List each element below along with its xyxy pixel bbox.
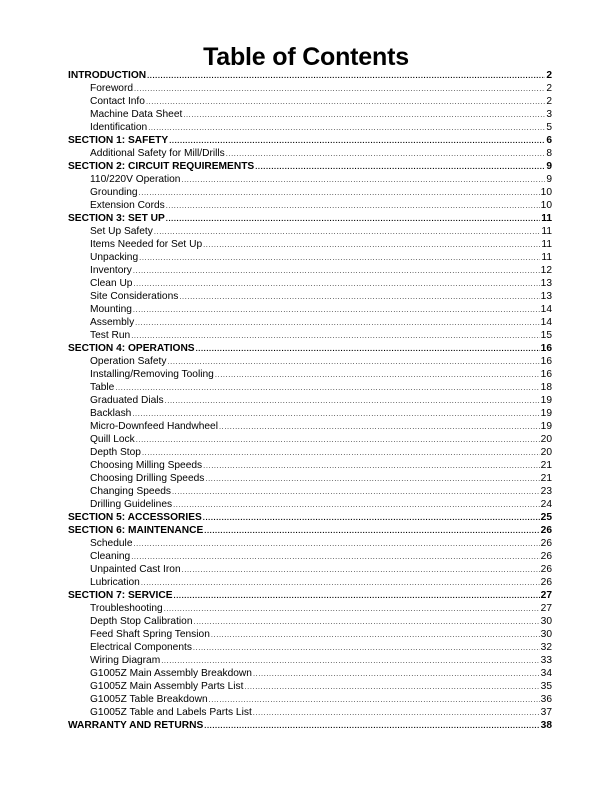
toc-section-entry[interactable] — [68, 342, 552, 355]
toc-subsection-entry[interactable] — [68, 485, 552, 498]
toc-entry-title: Wiring Diagram — [90, 655, 161, 666]
toc-subsection-entry[interactable] — [68, 316, 552, 329]
toc-entry-title: Changing Speeds — [90, 486, 171, 497]
toc-page-number: 11 — [541, 239, 552, 250]
dot-leader — [141, 576, 540, 589]
toc-subsection-entry[interactable] — [68, 238, 552, 251]
toc-page-number: 10 — [540, 187, 552, 198]
toc-entry-title: Clean Up — [90, 278, 133, 289]
toc-page-number: 2 — [546, 83, 552, 94]
toc-subsection-entry[interactable] — [68, 121, 552, 134]
toc-entry-title: INTRODUCTION — [68, 70, 147, 81]
toc-page-number: 11 — [541, 252, 552, 263]
toc-subsection-entry[interactable] — [68, 186, 552, 199]
dot-leader — [133, 264, 540, 277]
toc-entry-title: Lubrication — [90, 577, 140, 588]
toc-entry-title: Drilling Guidelines — [90, 499, 173, 510]
toc-entry-title: Backlash — [90, 408, 132, 419]
page-title: Table of Contents — [203, 43, 409, 71]
toc-section-entry[interactable] — [68, 160, 552, 173]
toc-page-number: 25 — [540, 512, 552, 523]
toc-entry-title: Choosing Milling Speeds — [90, 460, 203, 471]
toc-entry-title: G1005Z Table Breakdown — [90, 694, 208, 705]
toc-page-number: 34 — [540, 668, 552, 679]
toc-subsection-entry[interactable] — [68, 550, 552, 563]
dot-leader — [194, 615, 540, 628]
toc-subsection-entry[interactable] — [68, 368, 552, 381]
toc-page-number: 9 — [546, 161, 552, 172]
toc-page-number: 16 — [540, 356, 552, 367]
toc-subsection-entry[interactable] — [68, 199, 552, 212]
toc-page-number: 19 — [540, 421, 552, 432]
dot-leader — [205, 472, 539, 485]
toc-entry-title: Depth Stop — [90, 447, 141, 458]
dot-leader — [244, 680, 539, 693]
toc-entry-title: Set Up Safety — [90, 226, 153, 237]
toc-page-number: 12 — [540, 265, 552, 276]
toc-entry-title: Unpacking — [90, 252, 139, 263]
toc-subsection-entry[interactable] — [68, 95, 552, 108]
toc-page-number: 14 — [540, 304, 552, 315]
toc-subsection-entry[interactable] — [68, 654, 552, 667]
dot-leader — [196, 342, 540, 355]
toc-entry-title: Machine Data Sheet — [90, 109, 183, 120]
toc-entry-title: Grounding — [90, 187, 138, 198]
dot-leader — [154, 225, 541, 238]
toc-entry-title: Contact Info — [90, 96, 145, 107]
toc-page-number: 14 — [540, 317, 552, 328]
toc-page-number: 13 — [540, 278, 552, 289]
dot-leader — [166, 212, 540, 225]
dot-leader — [134, 82, 545, 95]
dot-leader — [172, 485, 540, 498]
toc-page-number: 24 — [540, 499, 552, 510]
dot-leader — [181, 173, 545, 186]
toc-subsection-entry[interactable] — [68, 147, 552, 160]
toc-section-entry[interactable] — [68, 134, 552, 147]
dot-leader — [182, 563, 540, 576]
toc-entry-title: Extension Cords — [90, 200, 165, 211]
toc-page-number: 38 — [540, 720, 552, 731]
toc-subsection-entry[interactable] — [68, 394, 552, 407]
toc-subsection-entry[interactable] — [68, 563, 552, 576]
toc-subsection-entry[interactable] — [68, 277, 552, 290]
toc-page-number: 5 — [546, 122, 552, 133]
toc-section-entry[interactable] — [68, 212, 552, 225]
toc-entry-title: Quill Lock — [90, 434, 135, 445]
toc-subsection-entry[interactable] — [68, 615, 552, 628]
dot-leader — [133, 277, 539, 290]
dot-leader — [164, 602, 540, 615]
dot-leader — [136, 433, 540, 446]
toc-page-number: 23 — [540, 486, 552, 497]
dot-leader — [173, 498, 540, 511]
toc-entry-title: Electrical Components — [90, 642, 192, 653]
toc-entry-title: Foreword — [90, 83, 134, 94]
toc-subsection-entry[interactable] — [68, 446, 552, 459]
toc-section-entry[interactable] — [68, 524, 552, 537]
toc-subsection-entry[interactable] — [68, 472, 552, 485]
toc-page-number: 32 — [540, 642, 552, 653]
toc-entry-title: Cleaning — [90, 551, 131, 562]
toc-entry-title: G1005Z Table and Labels Parts List — [90, 707, 252, 718]
toc-page-number: 21 — [540, 460, 552, 471]
dot-leader — [135, 316, 539, 329]
toc-entry-title: Identification — [90, 122, 148, 133]
dot-leader — [209, 693, 540, 706]
toc-page-number: 2 — [546, 96, 552, 107]
toc-subsection-entry[interactable] — [68, 641, 552, 654]
toc-subsection-entry[interactable] — [68, 381, 552, 394]
toc-page-number: 8 — [546, 148, 552, 159]
dot-leader — [169, 134, 545, 147]
toc-entry-title: SECTION 2: CIRCUIT REQUIREMENTS — [68, 161, 255, 172]
toc-subsection-entry[interactable] — [68, 264, 552, 277]
dot-leader — [204, 524, 539, 537]
toc-page-number: 26 — [540, 564, 552, 575]
toc-section-entry[interactable] — [68, 719, 552, 732]
toc-subsection-entry[interactable] — [68, 459, 552, 472]
toc-page-number: 16 — [540, 343, 552, 354]
dot-leader — [219, 420, 540, 433]
dot-leader — [146, 95, 545, 108]
toc-page-number: 18 — [540, 382, 552, 393]
toc-entry-title: Depth Stop Calibration — [90, 616, 193, 627]
toc-subsection-entry[interactable] — [68, 251, 552, 264]
dot-leader — [203, 511, 540, 524]
dot-leader — [179, 290, 539, 303]
toc-page-number: 33 — [540, 655, 552, 666]
toc-entry-title: Assembly — [90, 317, 135, 328]
toc-entry-title: Choosing Drilling Speeds — [90, 473, 205, 484]
toc-entry-title: SECTION 6: MAINTENANCE — [68, 525, 204, 536]
dot-leader — [161, 654, 539, 667]
toc-page-number: 20 — [540, 447, 552, 458]
toc-page-number: 21 — [540, 473, 552, 484]
toc-entry-title: SECTION 1: SAFETY — [68, 135, 169, 146]
toc-subsection-entry[interactable] — [68, 420, 552, 433]
toc-entry-title: Inventory — [90, 265, 132, 276]
toc-page-number: 19 — [540, 395, 552, 406]
toc-subsection-entry[interactable] — [68, 329, 552, 342]
toc-section-entry[interactable] — [68, 511, 552, 524]
toc-entry-title: Table — [90, 382, 115, 393]
dot-leader — [165, 394, 540, 407]
toc-entry-title: G1005Z Main Assembly Parts List — [90, 681, 244, 692]
dot-leader — [139, 251, 540, 264]
dot-leader — [148, 121, 545, 134]
toc-page-number: 11 — [541, 213, 552, 224]
dot-leader — [131, 550, 539, 563]
dot-leader — [174, 589, 540, 602]
toc-entry-title: Mounting — [90, 304, 132, 315]
toc-subsection-entry[interactable] — [68, 537, 552, 550]
toc-page-number: 26 — [540, 577, 552, 588]
toc-entry-title: SECTION 4: OPERATIONS — [68, 343, 195, 354]
toc-entry-title: Unpainted Cast Iron — [90, 564, 181, 575]
toc-entry-title: Test Run — [90, 330, 131, 341]
toc-entry-title: SECTION 7: SERVICE — [68, 590, 173, 601]
toc-page-number: 26 — [540, 538, 552, 549]
dot-leader — [253, 706, 540, 719]
dot-leader — [131, 329, 539, 342]
toc-subsection-entry[interactable] — [68, 628, 552, 641]
dot-leader — [147, 69, 545, 82]
dot-leader — [253, 667, 540, 680]
dot-leader — [133, 303, 540, 316]
toc-entry-title: G1005Z Main Assembly Breakdown — [90, 668, 252, 679]
toc-page-number: 16 — [540, 369, 552, 380]
toc-page-number: 19 — [540, 408, 552, 419]
toc-subsection-entry[interactable] — [68, 303, 552, 316]
toc-entry-title: Feed Shaft Spring Tension — [90, 629, 210, 640]
toc-entry-title: Operation Safety — [90, 356, 167, 367]
toc-entry-title: WARRANTY AND RETURNS — [68, 720, 204, 731]
toc-subsection-entry[interactable] — [68, 576, 552, 589]
toc-subsection-entry[interactable] — [68, 706, 552, 719]
dot-leader — [204, 719, 539, 732]
dot-leader — [132, 407, 539, 420]
toc-subsection-entry[interactable] — [68, 82, 552, 95]
dot-leader — [255, 160, 545, 173]
dot-leader — [183, 108, 545, 121]
toc-subsection-entry[interactable] — [68, 173, 552, 186]
toc-subsection-entry[interactable] — [68, 407, 552, 420]
toc-subsection-entry[interactable] — [68, 225, 552, 238]
dot-leader — [226, 147, 546, 160]
toc-page-number: 26 — [540, 551, 552, 562]
toc-subsection-entry[interactable] — [68, 290, 552, 303]
toc-section-entry[interactable] — [68, 69, 552, 82]
toc-entry-title: Installing/Removing Tooling — [90, 369, 214, 380]
toc-entry-title: Additional Safety for Mill/Drills — [90, 148, 225, 159]
dot-leader — [203, 459, 540, 472]
toc-page-number: 30 — [540, 616, 552, 627]
toc-section-entry[interactable] — [68, 589, 552, 602]
toc-entry-title: Troubleshooting — [90, 603, 163, 614]
toc-page-number: 13 — [540, 291, 552, 302]
dot-leader — [142, 446, 540, 459]
toc-page-number: 9 — [546, 174, 552, 185]
table-of-contents — [68, 69, 552, 732]
dot-leader — [115, 381, 539, 394]
toc-entry-title: Micro-Downfeed Handwheel — [90, 421, 218, 432]
toc-page-number: 15 — [540, 330, 552, 341]
toc-page-number: 26 — [540, 525, 552, 536]
dot-leader — [133, 537, 539, 550]
toc-subsection-entry[interactable] — [68, 433, 552, 446]
toc-subsection-entry[interactable] — [68, 355, 552, 368]
toc-page-number: 10 — [540, 200, 552, 211]
toc-page-number: 35 — [540, 681, 552, 692]
toc-entry-title: 110/220V Operation — [90, 174, 181, 185]
toc-page-number: 27 — [540, 590, 552, 601]
toc-page-number: 36 — [540, 694, 552, 705]
toc-subsection-entry[interactable] — [68, 602, 552, 615]
toc-subsection-entry[interactable] — [68, 667, 552, 680]
toc-entry-title: SECTION 5: ACCESSORIES — [68, 512, 202, 523]
toc-entry-title: Schedule — [90, 538, 133, 549]
toc-page-number: 37 — [540, 707, 552, 718]
toc-page-number: 3 — [546, 109, 552, 120]
toc-subsection-entry[interactable] — [68, 498, 552, 511]
toc-page-number: 30 — [540, 629, 552, 640]
toc-entry-title: Items Needed for Set Up — [90, 239, 203, 250]
dot-leader — [167, 355, 539, 368]
dot-leader — [166, 199, 540, 212]
dot-leader — [203, 238, 540, 251]
toc-page-number: 2 — [546, 70, 552, 81]
toc-subsection-entry[interactable] — [68, 693, 552, 706]
toc-subsection-entry[interactable] — [68, 108, 552, 121]
toc-entry-title: SECTION 3: SET UP — [68, 213, 165, 224]
dot-leader — [211, 628, 540, 641]
dot-leader — [215, 368, 540, 381]
dot-leader — [193, 641, 540, 654]
toc-subsection-entry[interactable] — [68, 680, 552, 693]
toc-page-number: 6 — [546, 135, 552, 146]
toc-page-number: 11 — [541, 226, 552, 237]
toc-entry-title: Graduated Dials — [90, 395, 164, 406]
dot-leader — [139, 186, 540, 199]
toc-page-number: 20 — [540, 434, 552, 445]
toc-entry-title: Site Considerations — [90, 291, 179, 302]
toc-page-number: 27 — [540, 603, 552, 614]
